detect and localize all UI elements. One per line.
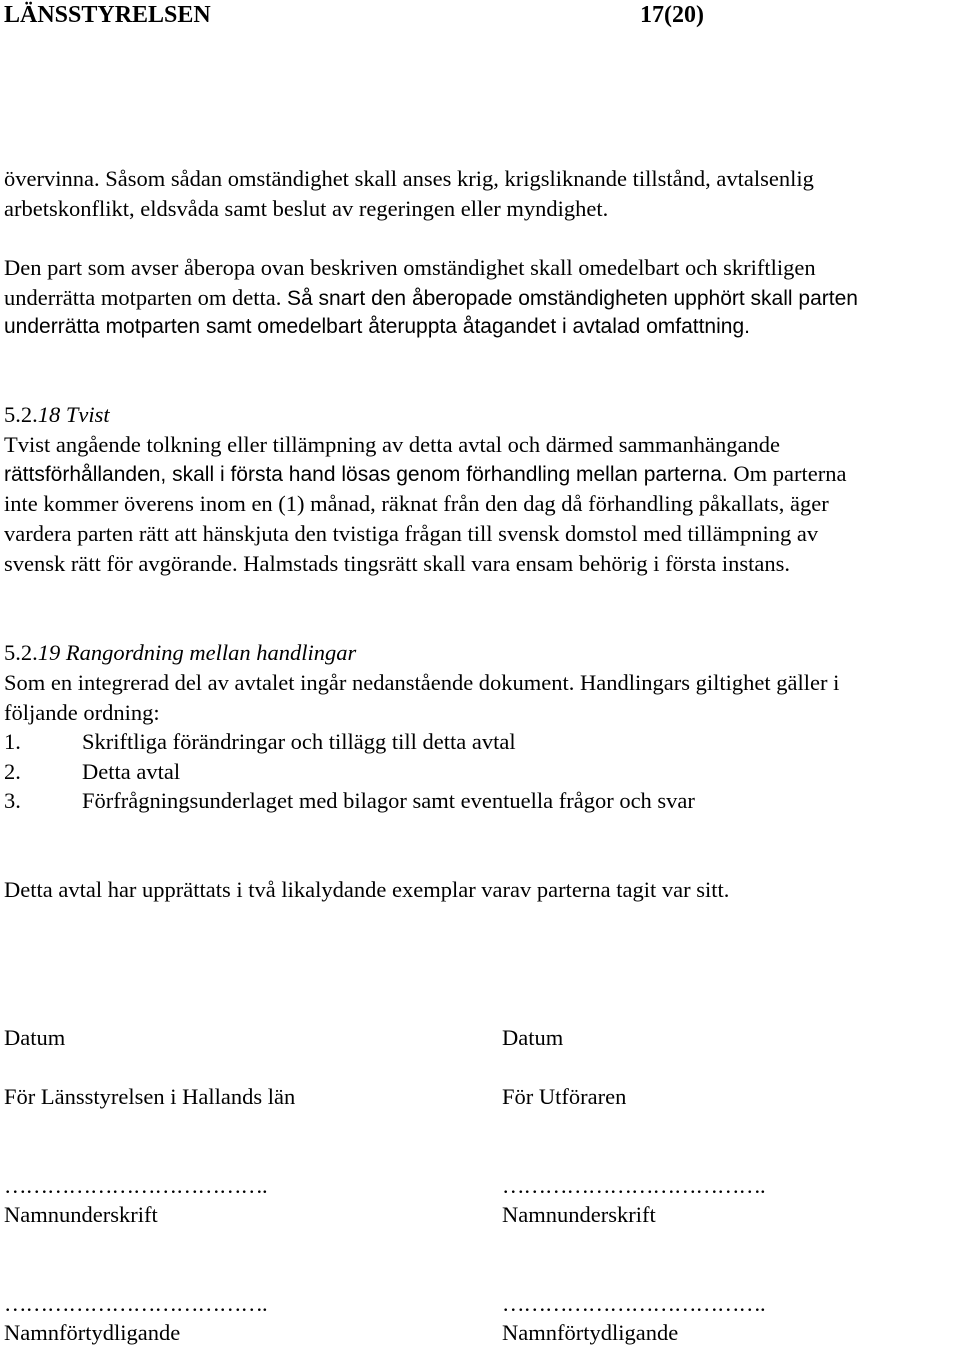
section-heading [4, 640, 356, 666]
text-line: följande ordning: [4, 700, 160, 725]
text-span-sans: Så snart den åberopade omständigheten upphört skall parten [287, 287, 858, 310]
signature-line-right: ………………………………. [502, 1173, 765, 1198]
date-label-right: Datum [502, 1025, 564, 1050]
text-line: underrätta motparten samt omedelbart återuppta åtagandet i avtalad omfattning. [4, 315, 750, 338]
section-title: 18 Tvist [37, 402, 110, 427]
clarification-line-right: ………………………………. [502, 1291, 765, 1316]
clarification-label-left: Namnförtydligande [4, 1320, 181, 1345]
text-line: svensk rätt för avgörande. Halmstads tingsrätt skall vara ensam behörig i första instans. [4, 551, 791, 576]
list-item-text: Detta avtal [82, 759, 181, 784]
text-line: inte kommer överens inom en (1) månad, räknat från den dag då förhandling påkallats, äger [4, 491, 829, 516]
section-number: 5.2. [4, 640, 38, 665]
text-span-sans: rättsförhållanden, skall i första hand lösas genom förhandling mellan parterna. [4, 463, 728, 486]
text-line: arbetskonflikt, eldsvåda samt beslut av regeringen eller myndighet. [4, 196, 609, 221]
list-item [0, 759, 960, 789]
date-label-left: Datum [4, 1025, 66, 1050]
list-item-number: 2. [4, 759, 21, 784]
header-title: LÄNSSTYRELSEN [4, 2, 211, 28]
text-line: Som en integrerad del av avtalet ingår nedanstående dokument. Handlingars giltighet gäller i [4, 670, 840, 695]
section-title: 19 Rangordning mellan handlingar [37, 640, 357, 665]
list-item-text: Förfrågningsunderlaget med bilagor samt eventuella frågor och svar [82, 788, 695, 813]
section-number: 5.2. [4, 402, 38, 427]
clarification-label-right: Namnförtydligande [502, 1320, 679, 1345]
page-number: 17(20) [640, 2, 704, 28]
party-right: För Utföraren [502, 1084, 627, 1109]
signature-label-left: Namnunderskrift [4, 1202, 158, 1227]
list-item-number: 3. [4, 788, 21, 813]
signature-line-left: ………………………………. [4, 1173, 267, 1198]
signature-label-right: Namnunderskrift [502, 1202, 656, 1227]
closing-statement: Detta avtal har upprättats i två likalydande exemplar varav parterna tagit var sitt. [4, 877, 730, 902]
text-line [4, 461, 846, 487]
text-line: Tvist angående tolkning eller tillämpning av detta avtal och därmed sammanhängande [4, 432, 780, 457]
text-line: vardera parten rätt att hänskjuta den tvistiga frågan till svensk domstol med tillämpning av [4, 521, 819, 546]
clarification-line-left: ………………………………. [4, 1291, 267, 1316]
text-line: övervinna. Såsom sådan omständighet skall anses krig, krigsliknande tillstånd, avtalsenlig [4, 166, 814, 191]
text-line: Den part som avser åberopa ovan beskriven omständighet skall omedelbart och skriftligen [4, 255, 816, 280]
text-span: Om parterna [733, 461, 847, 486]
list-item [0, 788, 960, 818]
list-item-number: 1. [4, 729, 21, 754]
list-item-text: Skriftliga förändringar och tillägg till detta avtal [82, 729, 516, 754]
party-left: För Länsstyrelsen i Hallands län [4, 1084, 296, 1109]
list-item [0, 729, 960, 759]
section-heading [4, 402, 110, 428]
text-span: underrätta motparten om detta. [4, 285, 282, 310]
text-line [4, 285, 858, 311]
